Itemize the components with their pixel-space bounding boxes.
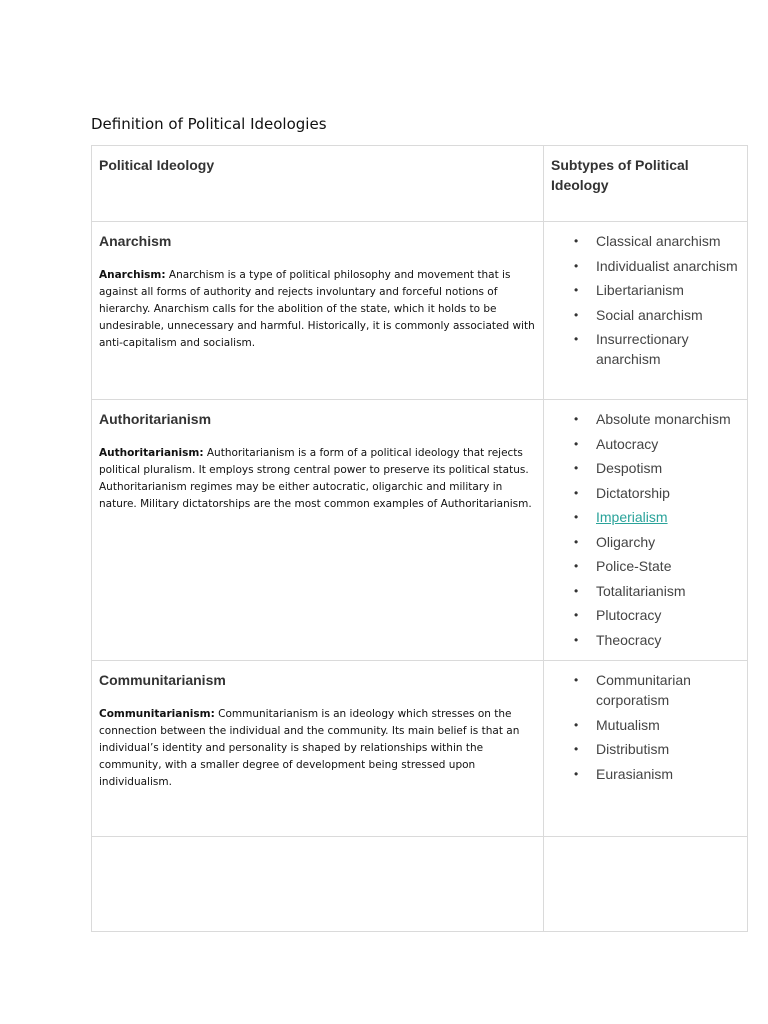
bullet-icon: • <box>574 412 579 426</box>
subtypes-list <box>544 661 747 784</box>
bullet-icon: • <box>574 673 579 687</box>
subtype-label: Libertarianism <box>596 282 684 298</box>
list-item <box>574 507 739 527</box>
ideology-cell <box>92 222 544 400</box>
bullet-icon: • <box>574 485 579 500</box>
list-item <box>574 739 739 759</box>
ideology-name: Communitarianism <box>99 672 226 688</box>
header-subtypes-label: Subtypes of Political Ideology <box>551 157 689 193</box>
list-item <box>574 715 739 735</box>
bullet-icon: • <box>574 534 579 549</box>
ideology-definition <box>92 429 543 513</box>
table-row <box>92 661 748 837</box>
subtype-label: Totalitarianism <box>596 582 686 599</box>
bullet-icon: • <box>574 307 579 322</box>
subtype-label: Oligarchy <box>596 533 656 550</box>
bullet-icon: • <box>574 559 579 573</box>
definition-term: Authoritarianism: <box>99 447 204 459</box>
subtype-label: Social anarchism <box>596 306 703 323</box>
ideology-cell <box>92 400 544 661</box>
definition-term: Anarchism: <box>99 269 166 281</box>
bullet-icon: • <box>574 717 579 732</box>
list-item <box>574 532 739 552</box>
list-item <box>574 630 739 650</box>
ideology-table <box>91 145 748 932</box>
subtype-label: Theocracy <box>596 631 662 648</box>
list-item <box>574 256 739 276</box>
subtype-label: Plutocracy <box>596 607 662 623</box>
imperialism-link[interactable]: Imperialism <box>596 509 668 525</box>
page-title: Definition of Political Ideologies <box>91 115 327 133</box>
table-row <box>92 222 748 400</box>
empty-cell <box>92 837 544 932</box>
empty-cell <box>544 837 748 932</box>
subtypes-list <box>544 400 747 650</box>
definition-text: Anarchism is a type of political philosophy and movement that is against all forms of authority and rejects involuntary and forceful notions of hierarchy. Anarchism calls for the abolition of the state, which it holds to be undesirable, unnecessary and harmful. Historically, it is commonly associated with anti-capitalism and socialism. <box>99 269 535 349</box>
list-item <box>574 280 739 300</box>
definition-term: Communitarianism: <box>99 708 215 720</box>
bullet-icon: • <box>574 234 579 248</box>
subtypes-cell <box>544 400 748 661</box>
header-cell-ideology <box>92 146 544 222</box>
ideology-name: Anarchism <box>99 233 172 249</box>
bullet-icon: • <box>574 766 579 781</box>
subtypes-cell <box>544 661 748 837</box>
subtypes-cell <box>544 222 748 400</box>
subtype-label: Despotism <box>596 460 663 476</box>
bullet-icon: • <box>574 461 579 475</box>
bullet-icon: • <box>574 283 579 297</box>
definition-text: Communitarianism is an ideology which stresses on the connection between the individual and the community. Its main belief is that an individual’s identity and personality is shaped by relationships within the community, with a smaller degree of development being stressed upon individualism. <box>99 708 520 788</box>
ideology-cell <box>92 661 544 837</box>
header-ideology-label: Political Ideology <box>99 157 215 173</box>
subtype-label: Distributism <box>596 741 670 757</box>
bullet-icon: • <box>574 632 579 647</box>
bullet-icon: • <box>574 436 579 451</box>
subtype-label: Police-State <box>596 558 672 574</box>
subtype-label: Insurrectionary anarchism <box>596 331 689 367</box>
subtype-label: Eurasianism <box>596 765 674 782</box>
subtype-label: Individualist anarchism <box>596 257 738 274</box>
list-item <box>574 764 739 784</box>
list-item <box>574 231 739 251</box>
subtype-label: Absolute monarchism <box>596 411 731 427</box>
list-item <box>574 434 739 454</box>
ideology-name: Authoritarianism <box>99 411 212 427</box>
table-row <box>92 400 748 661</box>
list-item <box>574 670 739 710</box>
subtype-label: Dictatorship <box>596 484 670 501</box>
subtype-label: Classical anarchism <box>596 233 721 249</box>
ideology-definition <box>92 251 543 352</box>
bullet-icon: • <box>574 258 579 273</box>
list-item <box>574 305 739 325</box>
bullet-icon: • <box>574 742 579 756</box>
list-item <box>574 581 739 601</box>
bullet-icon: • <box>574 583 579 598</box>
subtype-label: Autocracy <box>596 435 659 452</box>
list-item <box>574 605 739 625</box>
list-item <box>574 556 739 576</box>
subtype-label: Communitarian corporatism <box>596 672 691 708</box>
bullet-icon: • <box>574 510 579 524</box>
list-item <box>574 458 739 478</box>
list-item <box>574 409 739 429</box>
definition-text: Authoritarianism is a form of a political ideology that rejects political pluralism. It employs strong central power to preserve its political status. Authoritarianism regimes may be either autocratic, oligarchic and military in nature. Military dictatorships are the most common examples of Authoritarianism. <box>99 447 532 510</box>
table-header-row <box>92 146 748 222</box>
header-cell-subtypes <box>544 146 748 222</box>
ideology-definition <box>92 690 543 791</box>
subtype-label: Mutualism <box>596 716 660 733</box>
list-item <box>574 483 739 503</box>
bullet-icon: • <box>574 332 579 346</box>
bullet-icon: • <box>574 608 579 622</box>
subtypes-list <box>544 222 747 369</box>
list-item <box>574 329 739 369</box>
table-row-empty <box>92 837 748 932</box>
